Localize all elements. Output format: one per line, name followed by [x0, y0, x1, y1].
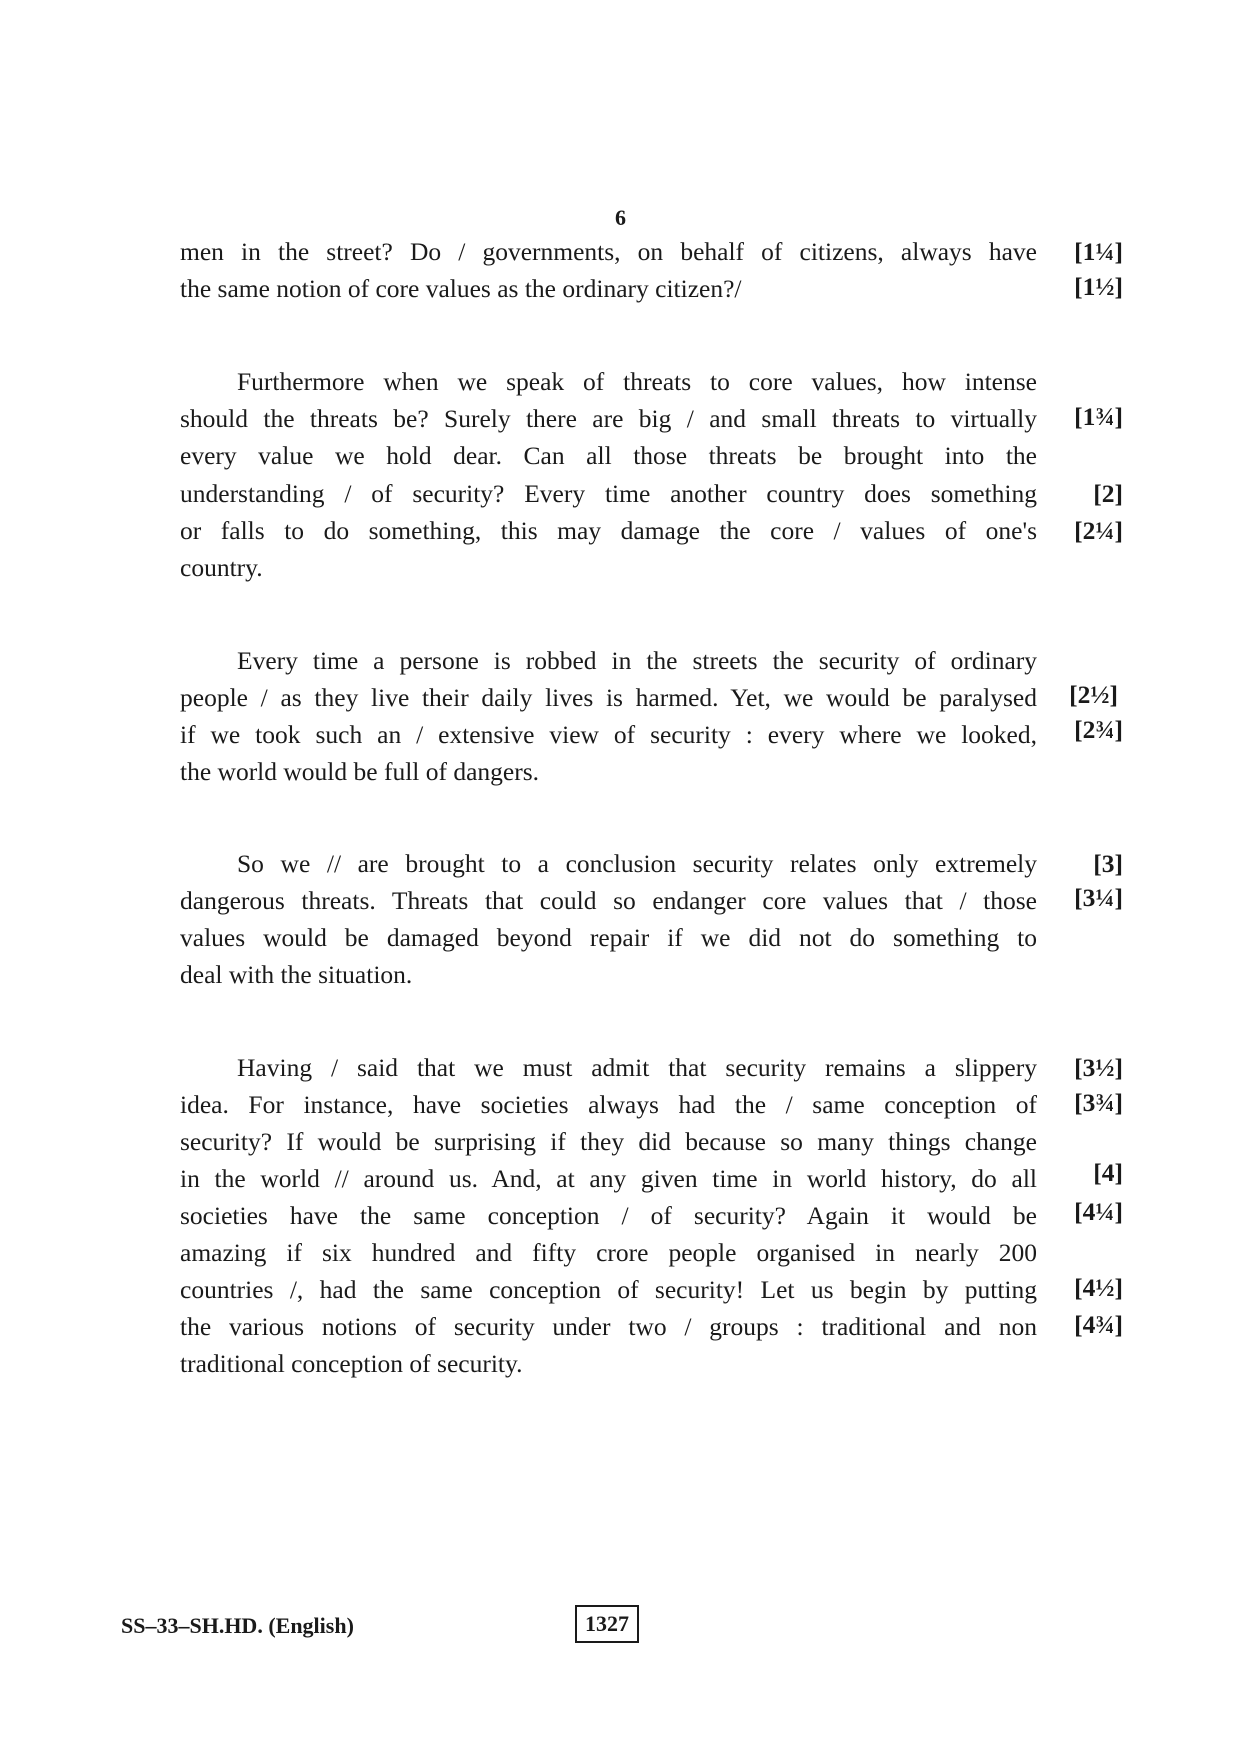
margin-mark: [4¾] [1074, 1310, 1123, 1339]
text-line: country. [180, 553, 263, 582]
text-line: in the world // around us. And, at any given time in world history, do all [180, 1164, 1037, 1193]
page-number: 6 [615, 205, 626, 230]
margin-mark: [2½] [1069, 680, 1118, 709]
margin-mark: [3½] [1074, 1053, 1123, 1082]
text-line: should the threats be? Surely there are big / and small threats to virtually [180, 404, 1037, 433]
text-line: security? If would be surprising if they did because so many things change [180, 1127, 1037, 1156]
margin-mark: [4] [1093, 1158, 1123, 1187]
footer-page-box: 1327 [575, 1605, 639, 1643]
text-line: the same notion of core values as the ordinary citizen?/ [180, 274, 742, 303]
text-line: deal with the situation. [180, 960, 413, 989]
text-line: the world would be full of dangers. [180, 757, 540, 786]
text-line: or falls to do something, this may damage the core / values of one's [180, 516, 1037, 545]
text-line: idea. For instance, have societies always had the / same conception of [180, 1090, 1037, 1119]
text-line: So we // are brought to a conclusion security relates only extremely [237, 849, 1037, 878]
text-line: if we took such an / extensive view of security : every where we looked, [180, 720, 1037, 749]
text-line: dangerous threats. Threats that could so endanger core values that / those [180, 886, 1037, 915]
margin-mark: [2¼] [1074, 516, 1123, 545]
margin-mark: [1½] [1074, 272, 1123, 301]
text-line: amazing if six hundred and fifty crore people organised in nearly 200 [180, 1238, 1037, 1267]
margin-mark: [1¼] [1074, 237, 1123, 266]
text-line: understanding / of security? Every time another country does something [180, 479, 1037, 508]
margin-mark: [4½] [1074, 1273, 1123, 1302]
text-line: Every time a persone is robbed in the streets the security of ordinary [237, 646, 1037, 675]
text-line: traditional conception of security. [180, 1349, 523, 1378]
margin-mark: [1¾] [1074, 402, 1123, 431]
margin-mark: [4¼] [1074, 1197, 1123, 1226]
text-line: Furthermore when we speak of threats to core values, how intense [237, 367, 1037, 396]
text-line: Having / said that we must admit that security remains a slippery [237, 1053, 1037, 1082]
margin-mark: [2] [1093, 479, 1123, 508]
text-line: the various notions of security under two / groups : traditional and non [180, 1312, 1037, 1341]
margin-mark: [3¼] [1074, 883, 1123, 912]
margin-mark: [2¾] [1074, 715, 1123, 744]
text-line: societies have the same conception / of security? Again it would be [180, 1201, 1037, 1230]
text-line: countries /, had the same conception of security! Let us begin by putting [180, 1275, 1037, 1304]
margin-mark: [3] [1093, 849, 1123, 878]
margin-mark: [3¾] [1074, 1088, 1123, 1117]
text-line: values would be damaged beyond repair if we did not do something to [180, 923, 1037, 952]
footer-code: SS–33–SH.HD. (English) [121, 1613, 354, 1638]
text-line: people / as they live their daily lives is harmed. Yet, we would be paralysed [180, 683, 1037, 712]
text-line: men in the street? Do / governments, on behalf of citizens, always have [180, 237, 1037, 266]
text-line: every value we hold dear. Can all those threats be brought into the [180, 441, 1037, 470]
